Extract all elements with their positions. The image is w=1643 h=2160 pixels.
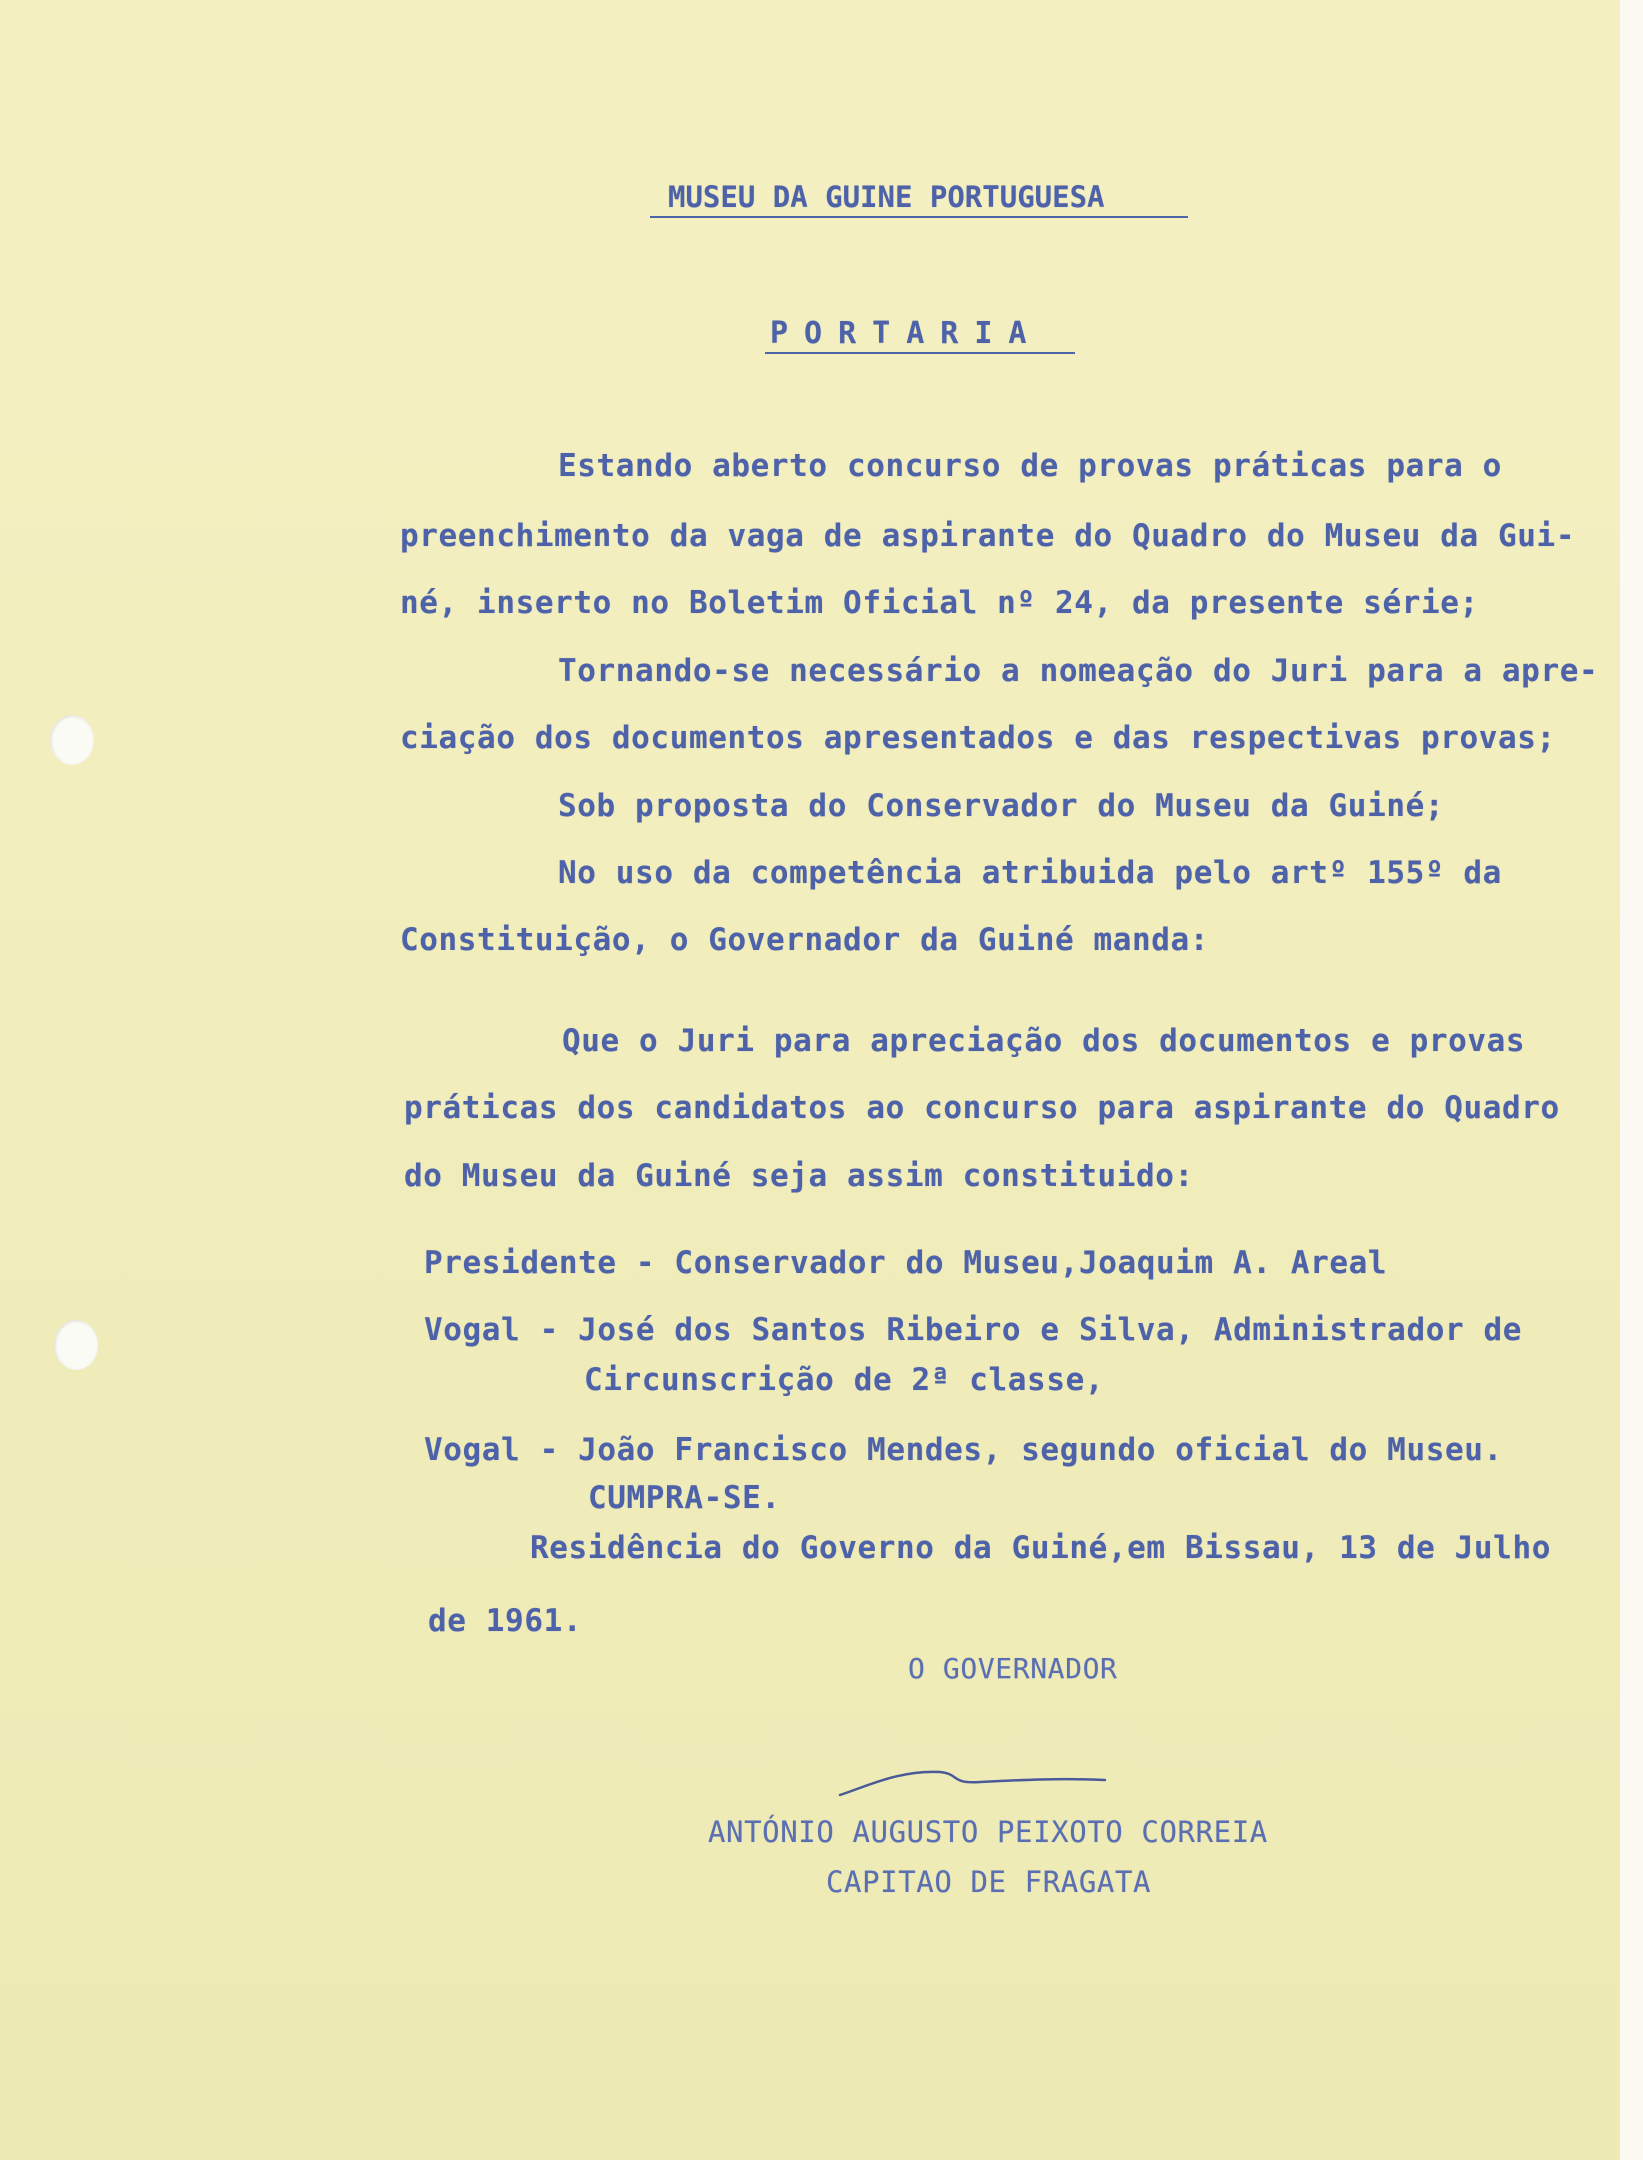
museum-title: MUSEU DA GUINE PORTUGUESA <box>668 180 1105 214</box>
paper-edge <box>1620 0 1643 2160</box>
doc-type-title: PORTARIA <box>770 316 1043 351</box>
jury-vogal-1-line-2: Circunscrição de 2ª classe, <box>584 1362 1105 1398</box>
paragraph-2-line-1: Tornando-se necessário a nomeação do Juri para a apre- <box>558 653 1599 689</box>
jury-vogal-1-line-1: Vogal - José dos Santos Ribeiro e Silva, Administrador de <box>424 1312 1523 1348</box>
signatory-title: O GOVERNADOR <box>908 1652 1118 1685</box>
paragraph-4-line-1: No uso da competência atribuida pelo artº 155º da <box>558 855 1502 891</box>
jury-president: Presidente - Conservador do Museu,Joaquim A. Areal <box>424 1245 1388 1281</box>
paragraph-1-line-3: né, inserto no Boletim Oficial nº 24, da presente série; <box>400 585 1479 621</box>
paragraph-5-line-1: Que o Juri para apreciação dos documentos e provas <box>562 1023 1526 1059</box>
paragraph-4-line-2: Constituição, o Governador da Guiné manda: <box>400 922 1210 958</box>
paragraph-5-line-3: do Museu da Guiné seja assim constituido: <box>404 1158 1194 1194</box>
paragraph-1-line-1: Estando aberto concurso de provas práticas para o <box>558 448 1502 484</box>
signature-scribble <box>830 1750 1110 1810</box>
jury-vogal-2: Vogal - João Francisco Mendes, segundo oficial do Museu. <box>424 1432 1503 1468</box>
residence-line-1: Residência do Governo da Guiné,em Bissau, 13 de Julho <box>530 1530 1551 1566</box>
signatory-name: ANTÓNIO AUGUSTO PEIXOTO CORREIA <box>708 1815 1268 1849</box>
museum-title-underline <box>650 216 1188 218</box>
paragraph-5-line-2: práticas dos candidatos ao concurso para aspirante do Quadro <box>404 1090 1560 1126</box>
signatory-rank: CAPITAO DE FRAGATA <box>826 1865 1152 1899</box>
cumpra-se: CUMPRA-SE. <box>588 1480 781 1516</box>
residence-line-2: de 1961. <box>428 1603 583 1639</box>
paragraph-3: Sob proposta do Conservador do Museu da Guiné; <box>558 788 1445 824</box>
punch-hole-bottom <box>54 1320 98 1370</box>
doc-type-underline <box>765 352 1075 354</box>
paragraph-2-line-2: ciação dos documentos apresentados e das respectivas provas; <box>400 720 1556 756</box>
punch-hole-top <box>50 715 94 765</box>
paragraph-1-line-2: preenchimento da vaga de aspirante do Quadro do Museu da Gui- <box>400 518 1576 554</box>
